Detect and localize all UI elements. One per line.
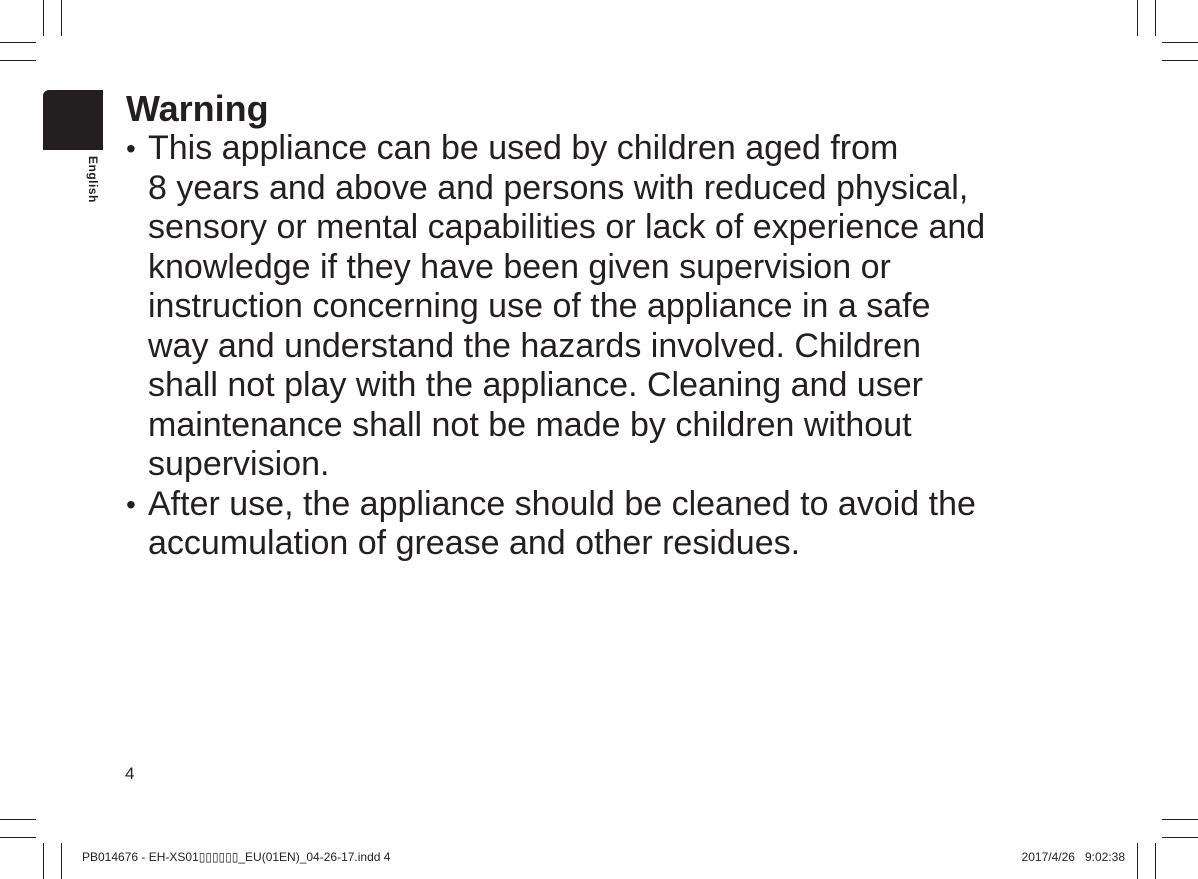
warning-text-line: After use, the appliance should be cleaned to avoid the: [148, 484, 976, 523]
language-tab: [43, 90, 103, 150]
print-slug-time: 9:02:38: [1084, 850, 1125, 864]
print-slug-file: PB014676 - EH-XS01▯▯▯▯▯▯_EU(01EN)_04-26-17.indd 4: [82, 850, 391, 864]
crop-mark: [1162, 60, 1198, 61]
warning-text-line: maintenance shall not be made by children without: [148, 405, 912, 444]
warning-text-line: way and understand the hazards involved. Children: [148, 326, 922, 365]
crop-mark: [61, 843, 62, 879]
language-label: English: [86, 156, 100, 203]
warning-text-line: shall not play with the appliance. Cleaning and user: [148, 366, 923, 404]
warning-text-line: 8 years and above and persons with reduced physical,: [148, 168, 969, 207]
warning-item-children: [126, 129, 1126, 485]
warning-text-line: This appliance can be used by children aged from: [148, 129, 899, 167]
warning-text-line: sensory or mental capabilities or lack of experience and: [148, 208, 986, 246]
crop-mark: [1162, 837, 1198, 838]
bullet-icon: •: [126, 133, 136, 164]
warning-text-line: accumulation of grease and other residues.: [148, 524, 801, 562]
crop-mark: [43, 843, 44, 879]
warning-text-line: instruction concerning use of the appliance in a safe: [148, 287, 931, 325]
section-heading: Warning: [126, 88, 269, 129]
warning-item-cleaning: [126, 485, 1126, 564]
crop-mark: [0, 819, 36, 820]
crop-mark: [43, 0, 44, 36]
crop-mark: [1137, 843, 1138, 879]
crop-mark: [0, 60, 36, 61]
crop-mark: [1137, 0, 1138, 36]
crop-mark: [0, 837, 36, 838]
crop-mark: [1162, 42, 1198, 43]
print-slug-timestamp: [1022, 850, 1125, 864]
warning-text-line: knowledge if they have been given supervision or: [148, 247, 891, 286]
bullet-icon: •: [126, 488, 136, 520]
crop-mark: [61, 0, 62, 36]
warning-list: [126, 129, 1126, 564]
crop-mark: [0, 42, 36, 43]
print-slug-date: 2017/4/26: [1021, 850, 1075, 864]
warning-text-line: supervision.: [148, 445, 330, 483]
page-number: 4: [125, 764, 135, 783]
crop-mark: [1155, 0, 1156, 36]
crop-mark: [1155, 843, 1156, 879]
crop-mark: [1162, 819, 1198, 820]
